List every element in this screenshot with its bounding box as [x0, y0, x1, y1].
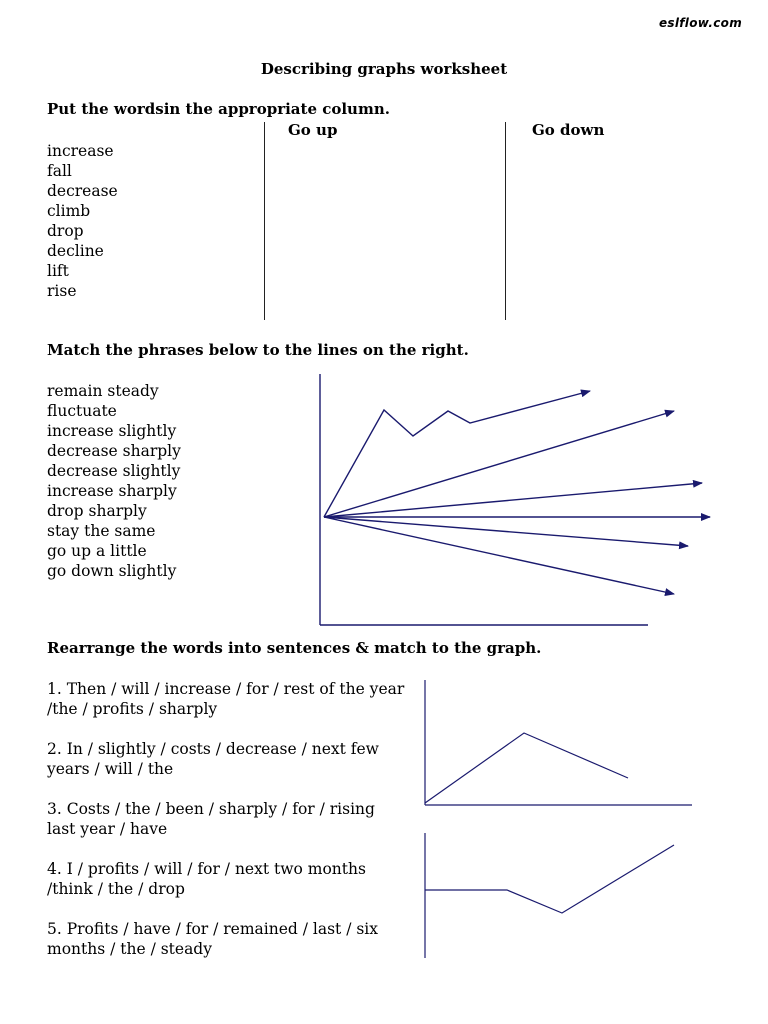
word-item: drop [47, 222, 84, 240]
phrase-item: decrease slightly [47, 462, 181, 480]
phrase-item: drop sharply [47, 502, 147, 520]
section2-instruction: Match the phrases below to the lines on the right. [47, 341, 469, 359]
graph-b-line [425, 845, 674, 913]
word-item: rise [47, 282, 77, 300]
column-go-up: Go up [288, 121, 338, 139]
phrase-item: decrease sharply [47, 442, 181, 460]
phrase-item: remain steady [47, 382, 159, 400]
column-go-down: Go down [532, 121, 605, 139]
section1-instruction: Put the wordsin the appropriate column. [47, 100, 390, 118]
word-item: decline [47, 242, 104, 260]
phrase-item: go up a little [47, 542, 147, 560]
phrase-item: fluctuate [47, 402, 117, 420]
phrase-item: stay the same [47, 522, 156, 540]
word-item: lift [47, 262, 69, 280]
sentence-item: 3. Costs / the / been / sharply / for / rising last year / have [47, 800, 375, 838]
word-item: increase [47, 142, 114, 160]
phrase-item: increase slightly [47, 422, 177, 440]
worksheet-title: Describing graphs worksheet [260, 60, 508, 78]
word-item: fall [47, 162, 72, 180]
word-item: decrease [47, 182, 118, 200]
phrase-item: increase sharply [47, 482, 177, 500]
sentence-item: 4. I / profits / will / for / next two months /think / the / drop [47, 860, 366, 898]
phrase-item: go down slightly [47, 562, 177, 580]
graph-a-line [425, 733, 628, 803]
word-item: climb [47, 202, 91, 220]
section3-instruction: Rearrange the words into sentences & match to the graph. [47, 639, 542, 657]
sentence-item: 1. Then / will / increase / for / rest of the year /the / profits / sharply [47, 680, 405, 718]
sentence-item: 5. Profits / have / for / remained / last / six months / the / steady [47, 920, 379, 958]
site-name: eslflow.com [658, 16, 742, 30]
sentence-item: 2. In / slightly / costs / decrease / next few years / will / the [47, 740, 379, 778]
